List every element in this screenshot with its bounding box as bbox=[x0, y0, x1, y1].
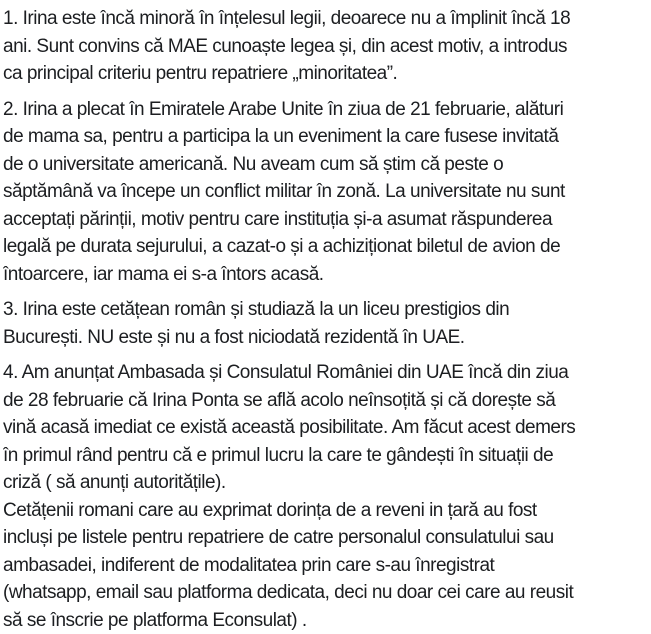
text-line: ani. Sunt convins că MAE cunoaște legea și, din acest motiv, a introdus bbox=[3, 33, 651, 61]
paragraph-1 bbox=[3, 5, 651, 88]
text-line: întoarcere, iar mama ei s-a întors acasă. bbox=[3, 261, 651, 289]
text-line: 1. Irina este încă minoră în înțelesul legii, deoarece nu a împlinit încă 18 bbox=[3, 5, 651, 33]
text-line: București. NU este și nu a fost niciodată rezidentă în UAE. bbox=[3, 324, 651, 352]
text-line: criză ( să anunți autoritățile). bbox=[3, 469, 651, 497]
paragraph-4 bbox=[3, 359, 651, 634]
text-line: vină acasă imediat ce există această posibilitate. Am făcut acest demers bbox=[3, 414, 651, 442]
text-line: acceptați părinții, motiv pentru care instituția și-a asumat răspunderea bbox=[3, 206, 651, 234]
text-line: 4. Am anunțat Ambasada și Consulatul României din UAE încă din ziua bbox=[3, 359, 651, 387]
text-line: legală pe durata sejurului, a cazat-o și a achiziționat biletul de avion de bbox=[3, 233, 651, 261]
paragraph-2 bbox=[3, 96, 651, 289]
text-line: 3. Irina este cetățean român și studiază la un liceu prestigios din bbox=[3, 296, 651, 324]
text-line: incluși pe listele pentru repatriere de catre personalul consulatului sau bbox=[3, 524, 651, 552]
text-line: de mama sa, pentru a participa la un eveniment la care fusese invitată bbox=[3, 123, 651, 151]
text-line: de 28 februarie că Irina Ponta se află acolo neînsoțită și că dorește să bbox=[3, 387, 651, 415]
paragraph-3 bbox=[3, 296, 651, 351]
text-line: ca principal criteriu pentru repatriere „minoritatea”. bbox=[3, 60, 651, 88]
text-line: săptămână va începe un conflict militar în zonă. La universitate nu sunt bbox=[3, 178, 651, 206]
text-line: (whatsapp, email sau platforma dedicata, deci nu doar cei care au reusit bbox=[3, 579, 651, 607]
text-line: Cetățenii romani care au exprimat dorința de a reveni in țară au fost bbox=[3, 497, 651, 525]
text-line: ambasadei, indiferent de modalitatea prin care s-au înregistrat bbox=[3, 552, 651, 580]
text-line: să se înscrie pe platforma Econsulat) . bbox=[3, 607, 651, 634]
text-line: de o universitate americană. Nu aveam cum să știm că peste o bbox=[3, 151, 651, 179]
text-line: în primul rând pentru că e primul lucru la care te gândești în situații de bbox=[3, 442, 651, 470]
text-line: 2. Irina a plecat în Emiratele Arabe Unite în ziua de 21 februarie, alături bbox=[3, 96, 651, 124]
